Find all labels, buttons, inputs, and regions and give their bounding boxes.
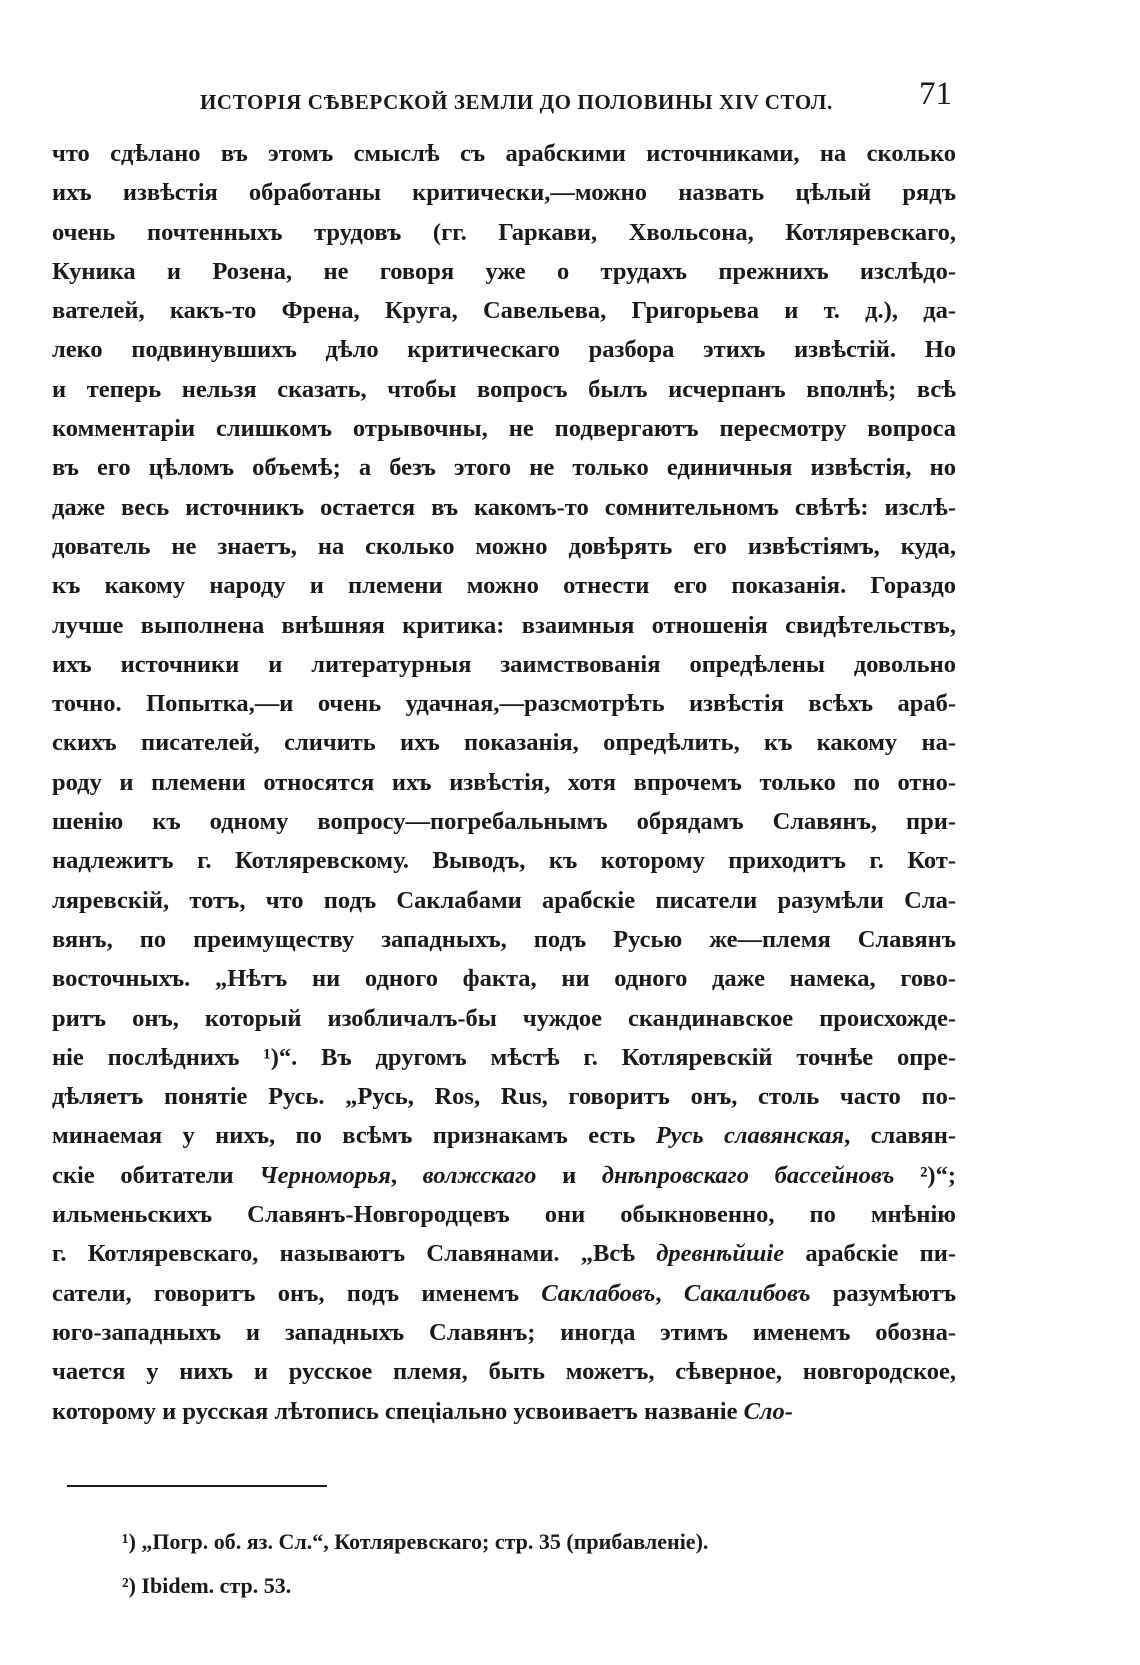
footnote — [122, 1564, 962, 1608]
body-text — [52, 134, 956, 1431]
page-header — [52, 76, 956, 116]
running-title: ИСТОРІЯ СѢВЕРСКОЙ ЗЕМЛИ ДО ПОЛОВИНЫ XIV СТОЛ. — [200, 90, 833, 114]
text-line: леко подвинувшихъ дѣло критическаго разбора этихъ извѣстій. Но — [52, 336, 956, 364]
text-line: что сдѣлано въ этомъ смыслѣ съ арабскими источниками, на сколько — [52, 140, 956, 167]
page-number: 71 — [919, 76, 952, 112]
footnote-text: Ibidem. стр. 53. — [141, 1573, 292, 1598]
text-line: чается у нихъ и русское племя, быть можетъ, сѣверное, новгородское, — [52, 1358, 956, 1386]
footnote — [122, 1520, 962, 1564]
text-line: скіе обитатели Черноморья, волжскаго и днѣпровскаго бассейновъ ²)“; — [52, 1161, 956, 1189]
text-line: ритъ онъ, который изобличалъ-бы чуждое скандинавское происхожде- — [52, 1004, 956, 1032]
footnote-separator — [67, 1485, 327, 1487]
text-line: сатели, говоритъ онъ, подъ именемъ Саклабовъ, Сакалибовъ разумѣютъ — [52, 1279, 956, 1307]
text-line: дѣляетъ понятіе Русь. „Русь, Ros, Rus, говоритъ онъ, столь часто по- — [52, 1083, 956, 1111]
text-line: ихъ извѣстія обработаны критически,—можно назвать цѣлый рядъ — [52, 179, 956, 207]
footnote-mark: ²) — [122, 1573, 136, 1598]
text-line: вателей, какъ-то Френа, Круга, Савельева, Григорьева и т. д.), да- — [52, 297, 956, 325]
text-line: г. Котляревскаго, называютъ Славянами. „Всѣ древнѣйшіе арабскіе пи- — [52, 1240, 956, 1268]
text-line: надлежитъ г. Котляревскому. Выводъ, къ которому приходитъ г. Кот- — [52, 847, 956, 875]
text-line: ніе послѣднихъ ¹)“. Въ другомъ мѣстѣ г. Котляревскій точнѣе опре- — [52, 1043, 956, 1071]
text-line: шенію къ одному вопросу—погребальнымъ обрядамъ Славянъ, при- — [52, 808, 956, 836]
text-line: очень почтенныхъ трудовъ (гг. Гаркави, Хвольсона, Котляревскаго, — [52, 218, 956, 246]
text-line: лучше выполнена внѣшняя критика: взаимныя отношенія свидѣтельствъ, — [52, 611, 956, 639]
footnotes — [122, 1520, 962, 1608]
text-line: точно. Попытка,—и очень удачная,—разсмотрѣть извѣстія всѣхъ араб- — [52, 690, 956, 718]
text-line: скихъ писателей, сличить ихъ показанія, опредѣлить, къ какому на- — [52, 729, 956, 757]
text-line: восточныхъ. „Нѣтъ ни одного факта, ни одного даже намека, гово- — [52, 965, 956, 993]
text-line: въ его цѣломъ объемѣ; а безъ этого не только единичныя извѣстія, но — [52, 454, 956, 482]
text-line: роду и племени относятся ихъ извѣстія, хотя впрочемъ только по отно- — [52, 768, 956, 796]
text-line: ихъ источники и литературныя заимствованія опредѣлены довольно — [52, 650, 956, 678]
text-line: къ какому народу и племени можно отнести его показанія. Гораздо — [52, 572, 956, 600]
text-line: минаемая у нихъ, по всѣмъ признакамъ есть Русь славянская, славян- — [52, 1122, 956, 1150]
text-line: юго-западныхъ и западныхъ Славянъ; иногда этимъ именемъ обозна- — [52, 1318, 956, 1346]
text-line: вянъ, по преимуществу западныхъ, подъ Русью же—племя Славянъ — [52, 925, 956, 953]
text-line: дователь не знаетъ, на сколько можно довѣрять его извѣстіямъ, куда, — [52, 532, 956, 560]
text-line: даже весь источникъ остается въ какомъ-то сомнительномъ свѣтѣ: изслѣ- — [52, 493, 956, 521]
text-line: которому и русская лѣтопись спеціально усвоиваетъ названіе Сло- — [52, 1397, 793, 1425]
text-line: Куника и Розена, не говоря уже о трудахъ прежнихъ изслѣдо- — [52, 257, 956, 285]
text-line: комментаріи слишкомъ отрывочны, не подвергаютъ пересмотру вопроса — [52, 415, 956, 443]
text-line: ильменьскихъ Славянъ-Новгородцевъ они обыкновенно, по мнѣнію — [52, 1201, 956, 1229]
footnote-text: „Погр. об. яз. Сл.“, Котляревскаго; стр. 35 (прибавленіе). — [141, 1529, 709, 1554]
text-line: ляревскій, тотъ, что подъ Саклабами арабскіе писатели разумѣли Сла- — [52, 886, 956, 914]
footnote-mark: ¹) — [122, 1529, 136, 1554]
text-line: и теперь нельзя сказать, чтобы вопросъ былъ исчерпанъ вполнѣ; всѣ — [52, 375, 956, 403]
